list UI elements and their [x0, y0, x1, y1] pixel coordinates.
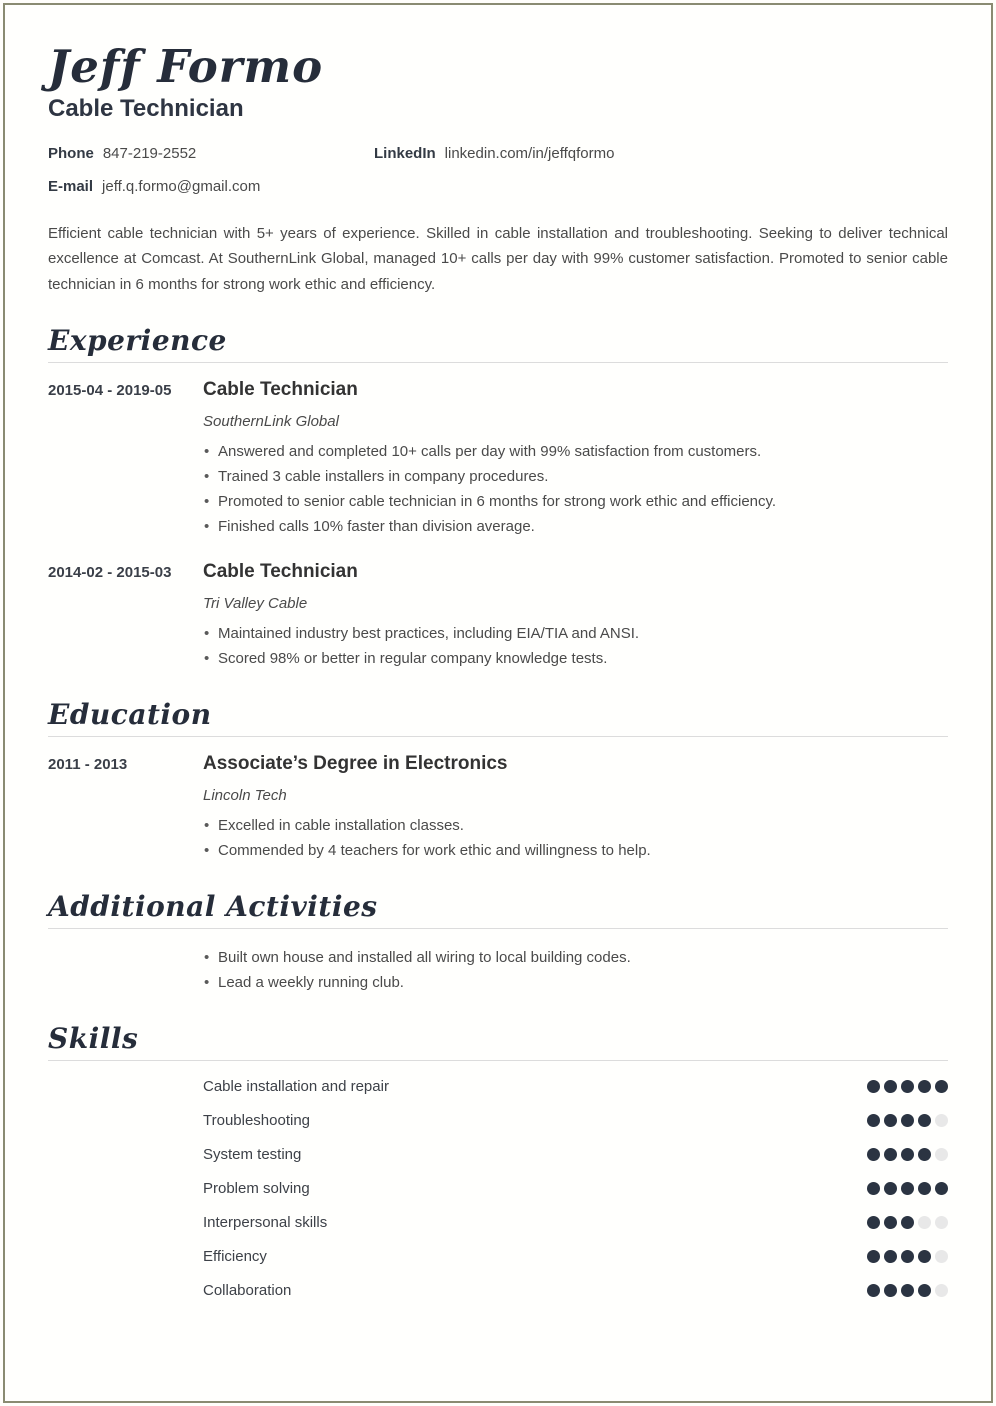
resume-entry	[48, 561, 948, 671]
contact-linkedin-label: LinkedIn	[374, 144, 436, 162]
section-additional-activities	[48, 890, 948, 995]
entry-bullets	[203, 439, 948, 539]
skill-row	[48, 1069, 948, 1103]
rating-dot-filled	[918, 1182, 931, 1195]
entry-bullets	[203, 813, 948, 863]
contact-email-value: jeff.q.formo@gmail.com	[102, 177, 261, 195]
skill-rating	[867, 1182, 948, 1195]
skill-label: Problem solving	[203, 1179, 310, 1197]
spacer-column	[48, 1239, 203, 1273]
entry-subtitle: SouthernLink Global	[203, 413, 339, 431]
section-title-skills: Skills	[48, 1022, 948, 1061]
skill-label: Cable installation and repair	[203, 1077, 389, 1095]
entry-dates: 2015-04 - 2019-05	[48, 382, 172, 400]
section-title-experience: Experience	[48, 324, 948, 363]
resume-entry	[48, 379, 948, 539]
skill-row	[48, 1239, 948, 1273]
bullet-item: • Answered and completed 10+ calls per day with 99% satisfaction from customers.	[203, 439, 948, 464]
rating-dot-filled	[867, 1148, 880, 1161]
rating-dot-filled	[918, 1250, 931, 1263]
spacer-column	[48, 1103, 203, 1137]
bullet-item: • Trained 3 cable installers in company procedures.	[203, 464, 948, 489]
section-experience	[48, 324, 948, 671]
entry-dates: 2014-02 - 2015-03	[48, 564, 172, 582]
entry-details	[203, 379, 948, 539]
skill-row-inner	[203, 1137, 948, 1171]
skill-row	[48, 1103, 948, 1137]
bullet-item: • Lead a weekly running club.	[203, 970, 948, 995]
bullet-item: • Finished calls 10% faster than division average.	[203, 514, 948, 539]
contact-info	[48, 145, 948, 195]
bullet-item: • Excelled in cable installation classes.	[203, 813, 948, 838]
spacer-column	[48, 1273, 203, 1307]
professional-summary: Efficient cable technician with 5+ years of experience. Skilled in cable installation and troubleshooting. Seeking to deliver technical excellence at Comcast. At SouthernLink Global, managed 10+ calls per day with 99% customer satisfaction. Promoted to senior cable technician in 6 months for strong work ethic and efficiency.	[48, 224, 948, 293]
skill-row	[48, 1171, 948, 1205]
skill-row-inner	[203, 1103, 948, 1137]
bullet-item: • Promoted to senior cable technician in 6 months for strong work ethic and efficiency.	[203, 489, 948, 514]
rating-dot-filled	[867, 1216, 880, 1229]
entry-details	[203, 561, 948, 671]
spacer-column	[48, 1171, 203, 1205]
entry-title: Associate’s Degree in Electronics	[203, 753, 508, 775]
rating-dot-filled	[884, 1216, 897, 1229]
contact-phone-label: Phone	[48, 144, 94, 162]
rating-dot-filled	[884, 1114, 897, 1127]
entry-subtitle: Lincoln Tech	[203, 787, 287, 805]
rating-dot-filled	[918, 1284, 931, 1297]
skill-row	[48, 1205, 948, 1239]
section-skills	[48, 1022, 948, 1307]
contact-phone	[48, 145, 374, 162]
skill-row-inner	[203, 1273, 948, 1307]
rating-dot-filled	[867, 1182, 880, 1195]
spacer-column	[48, 1069, 203, 1103]
rating-dot-filled	[901, 1148, 914, 1161]
contact-linkedin-value: linkedin.com/in/jeffqformo	[444, 144, 615, 162]
resume-content	[5, 41, 991, 1307]
rating-dot-filled	[884, 1250, 897, 1263]
skill-row-inner	[203, 1069, 948, 1103]
bullet-item: • Scored 98% or better in regular company knowledge tests.	[203, 646, 948, 671]
contact-email-label: E-mail	[48, 177, 94, 195]
rating-dot-filled	[918, 1148, 931, 1161]
rating-dot-empty	[935, 1216, 948, 1229]
experience-entries	[48, 379, 948, 671]
section-title-additional-activities: Additional Activities	[48, 890, 948, 929]
entry-bullets	[203, 621, 948, 671]
rating-dot-filled	[867, 1114, 880, 1127]
rating-dot-filled	[901, 1216, 914, 1229]
rating-dot-filled	[884, 1148, 897, 1161]
skill-label: System testing	[203, 1145, 302, 1163]
rating-dot-filled	[901, 1080, 914, 1093]
rating-dot-filled	[884, 1080, 897, 1093]
skill-rating	[867, 1114, 948, 1127]
skill-rating	[867, 1080, 948, 1093]
skill-rating	[867, 1250, 948, 1263]
skill-rating	[867, 1216, 948, 1229]
resume-page	[3, 3, 993, 1403]
skill-row	[48, 1273, 948, 1307]
skill-rating	[867, 1148, 948, 1161]
section-title-education: Education	[48, 698, 948, 737]
skill-row-inner	[203, 1205, 948, 1239]
rating-dot-filled	[867, 1284, 880, 1297]
rating-dot-filled	[901, 1284, 914, 1297]
spacer-column	[48, 1137, 203, 1171]
entry-title: Cable Technician	[203, 379, 358, 401]
rating-dot-filled	[918, 1114, 931, 1127]
additional-activities-body	[48, 945, 948, 995]
additional-activities-bullets	[203, 945, 948, 995]
rating-dot-filled	[901, 1114, 914, 1127]
education-entries	[48, 753, 948, 863]
bullet-item: • Maintained industry best practices, including EIA/TIA and ANSI.	[203, 621, 948, 646]
rating-dot-filled	[884, 1182, 897, 1195]
skill-rating	[867, 1284, 948, 1297]
bullet-item: • Built own house and installed all wiring to local building codes.	[203, 945, 948, 970]
rating-dot-filled	[935, 1080, 948, 1093]
skill-row-inner	[203, 1171, 948, 1205]
spacer-column	[48, 1205, 203, 1239]
rating-dot-filled	[867, 1250, 880, 1263]
bullet-item: • Commended by 4 teachers for work ethic and willingness to help.	[203, 838, 948, 863]
skill-label: Interpersonal skills	[203, 1213, 328, 1231]
section-education	[48, 698, 948, 863]
rating-dot-filled	[867, 1080, 880, 1093]
entry-subtitle: Tri Valley Cable	[203, 595, 308, 613]
rating-dot-filled	[901, 1182, 914, 1195]
rating-dot-empty	[935, 1284, 948, 1297]
contact-email	[48, 178, 374, 195]
skill-row-inner	[203, 1239, 948, 1273]
rating-dot-empty	[935, 1250, 948, 1263]
rating-dot-filled	[935, 1182, 948, 1195]
contact-linkedin	[374, 145, 948, 162]
resume-entry	[48, 753, 948, 863]
spacer-column	[48, 945, 203, 995]
skills-list	[48, 1069, 948, 1307]
rating-dot-filled	[918, 1080, 931, 1093]
skill-label: Collaboration	[203, 1281, 292, 1299]
person-name: Jeff Formo	[48, 40, 324, 93]
skill-row	[48, 1137, 948, 1171]
rating-dot-filled	[901, 1250, 914, 1263]
entry-details	[203, 753, 948, 863]
entry-title: Cable Technician	[203, 561, 358, 583]
rating-dot-empty	[918, 1216, 931, 1229]
rating-dot-empty	[935, 1114, 948, 1127]
contact-phone-value: 847-219-2552	[102, 144, 197, 162]
rating-dot-empty	[935, 1148, 948, 1161]
rating-dot-filled	[884, 1284, 897, 1297]
skill-label: Troubleshooting	[203, 1111, 311, 1129]
job-title: Cable Technician	[48, 94, 244, 122]
skill-label: Efficiency	[203, 1247, 267, 1265]
entry-dates: 2011 - 2013	[48, 756, 128, 774]
